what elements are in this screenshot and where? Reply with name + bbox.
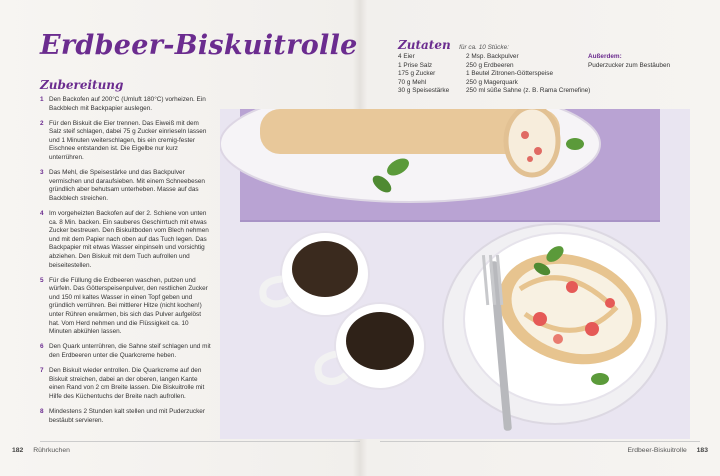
step-number: 7 [40, 367, 44, 375]
ingredient-item: 1 Beutel Zitronen-Götterspeise [466, 70, 554, 78]
step-number: 4 [40, 210, 44, 218]
ingredient-item: 250 ml süße Sahne (z. B. Rama Cremefine) [466, 87, 591, 95]
preparation-step [40, 120, 212, 163]
preparation-step [40, 210, 212, 270]
ingredient-item: 175 g Zucker [398, 70, 436, 78]
ingredient-item: 30 g Speisestärke [398, 87, 450, 95]
ingredient-item: 250 g Erdbeeren [466, 61, 514, 69]
step-number: 1 [40, 96, 44, 103]
photo-illustration [220, 109, 690, 439]
step-text: Den Biskuit wieder entrollen. Die Quarkcreme auf den Biskuit streichen, dabei an der oberen, langen Kante einen Rand von 2 cm Breite lassen. Die Biskuitrolle mit Hilfe des Küchentuchs der Breite nach aufrollen. [49, 367, 205, 400]
extra-heading: Außerdem: [588, 53, 622, 60]
section-label-left: Rührkuchen [33, 447, 70, 454]
preparation-heading: Zubereitung [40, 78, 124, 92]
footer-left [4, 447, 70, 454]
step-text: Für den Biskuit die Eier trennen. Das Eiweiß mit dem Salz steif schlagen, dabei 75 g Zucker einrieseln lassen und 1 Minuten weiterschlagen, bis ein cremig-fester Eischnee entstanden ist. Die Eigelbe nur kurz unterrühren. [49, 119, 207, 162]
recipe-photo [220, 109, 690, 439]
ingredients-extra [588, 53, 670, 70]
mint-leaf-2 [566, 138, 584, 150]
preparation-steps [40, 96, 212, 432]
footer-rule-left [40, 441, 360, 442]
roll-cut-end [506, 109, 558, 175]
recipe-title: Erdbeer-Biskuitrolle [40, 30, 358, 61]
ingredient-item: 250 g Magerquark [466, 78, 518, 86]
step-text: Den Backofen auf 200°C (Umluft 180°C) vorheizen. Ein Backblech mit Backpapier auslegen. [49, 96, 206, 112]
step-number: 5 [40, 276, 44, 284]
ingredients-column-1 [398, 53, 449, 96]
preparation-step [40, 343, 212, 360]
footer-right [627, 447, 716, 454]
step-text: Den Quark unterrühren, die Sahne steif schlagen und mit den Erdbeeren unter die Quarkcreme heben. [49, 343, 211, 359]
step-text: Im vorgeheizten Backofen auf der 2. Schiene von unten ca. 8 Min. backen. Ein sauberes Geschirrtuch mit etwas Zucker bestreuen. Den Biskuitboden vom Blech nehmen und mit dem Papier nach oben auf das Tuch legen. Das Backpapier mit etwas Wasser einpinseln und vorsichtig abziehen. Den Biskuit mit dem Tuch aufrollen und beiseitestellen. [49, 210, 209, 269]
ingredients-heading: Zutaten [398, 38, 451, 52]
preparation-step [40, 408, 212, 425]
step-number: 3 [40, 169, 44, 177]
preparation-step [40, 169, 212, 203]
mint-leaf-3 [591, 373, 609, 385]
footer-rule-right [380, 441, 700, 442]
page-number-right: 183 [696, 447, 708, 454]
ingredients-subheading: für ca. 10 Stücke: [459, 44, 509, 51]
step-number: 6 [40, 343, 44, 351]
section-label-right: Erdbeer-Biskuitrolle [627, 447, 687, 454]
ingredient-item: 2 Msp. Backpulver [466, 53, 519, 60]
preparation-step [40, 277, 212, 337]
step-number: 2 [40, 119, 44, 127]
step-text: Das Mehl, die Speisestärke und das Backpulver vermischen und daraufsieben. Mit einem Schneebesen gründlich aber behutsam unterheben. Masse auf das Backblech streichen. [49, 169, 205, 202]
preparation-step [40, 367, 212, 401]
ingredient-item: 70 g Mehl [398, 78, 427, 86]
step-number: 8 [40, 407, 44, 415]
ingredient-item: 4 Eier [398, 53, 415, 60]
step-text: Für die Füllung die Erdbeeren waschen, putzen und würfeln. Das Götterspeisenpulver, den restlichen Zucker und 150 ml kaltes Wasser in einen Topf geben und gründlich verrühren. Bei mittlerer Hitze (nicht kochen!) unter Rühren erwärmen, bis sich das Pulver aufgelöst hat. Vom Herd nehmen und die Flüssigkeit ca. 10 Minuten abkühlen lassen. [49, 276, 208, 336]
ingredient-item: Puderzucker zum Bestäuben [588, 61, 671, 69]
step-text: Mindestens 2 Stunden kalt stellen und mit Puderzucker bestäubt servieren. [49, 407, 205, 424]
page-number-left: 182 [12, 447, 24, 454]
ingredients-column-2 [466, 53, 590, 96]
ingredients-header [398, 36, 509, 54]
extra-list [588, 62, 670, 71]
preparation-step [40, 96, 212, 113]
ingredient-item: 1 Prise Salz [398, 61, 433, 69]
